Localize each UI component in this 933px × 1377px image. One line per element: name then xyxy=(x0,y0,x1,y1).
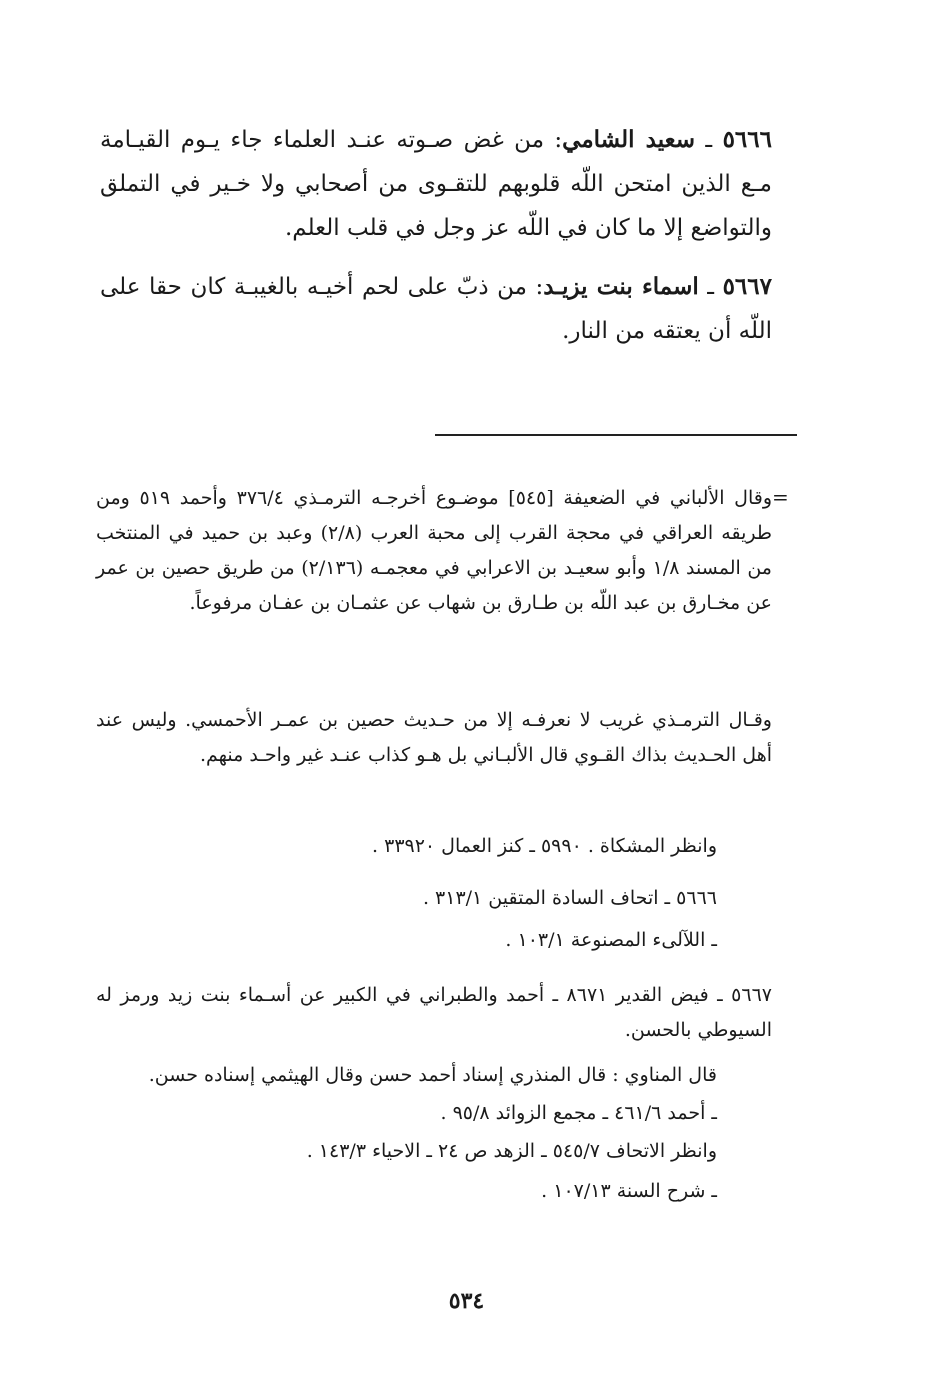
footnote-line: ـ اللآلىء المصنوعة ١٠٣/١ . xyxy=(505,929,717,951)
footnote-line: قال المناوي : قال المنذري إسناد أحمد حسن وقال الهيثمي إسناده حسن. xyxy=(148,1064,717,1086)
footnote-line: ـ أحمد ٤٦١/٦ ـ مجمع الزوائد ٩٥/٨ . xyxy=(440,1102,717,1124)
footnote-divider xyxy=(435,434,797,436)
hadith-entry-5667: ٥٦٦٧ ـ اسماء بنت يزيـد: من ذبّ على لحم أخيـه بالغيبـة كان حقا على اللّه أن يعتقه من النار. xyxy=(100,273,772,344)
hadith-number: ٥٦٦٧ xyxy=(722,273,772,300)
footnote-paragraph: ٥٦٦٧ ـ فيض القدير ٨٦٧١ ـ أحمد والطبراني في الكبير عن أسـماء بنت زيد ورمز له السيوطي بالحسن. xyxy=(96,984,772,1041)
footnote-line: ـ شرح السنة ١٠٧/١٣ . xyxy=(541,1180,717,1202)
hadith-narrator: اسماء بنت يزيـد xyxy=(543,273,699,300)
hadith-entry-5666: ٥٦٦٦ ـ سعيد الشامي: من غض صـوته عنـد العلماء جاء يـوم القيـامة مـع الذين امتحن اللّه قلوبهم للتقـوى من أصحابي ولا خـير في التملق والتواضع إلا ما كان في اللّه عز وجل في قلب العلم. xyxy=(100,126,772,241)
footnote-paragraph: وقال الألباني في الضعيفة [٥٤٥] موضـوع أخرجـه الترمـذي ٣٧٦/٤ وأحمد ٥١٩ ومن طريقه العراقي في محجة القرب إلى محبة العرب (٢/٨) وعبد بن حميد في المنتخب من المسند ١/٨ وأبو سعيـد بن الاعرابي في معجمـه (٢/١٣٦) من طريق حصين بن عمر عن مخـارق بن عبد اللّه بن طـارق بن شهاب عن عثمـان بن عفـان مرفوعاً. xyxy=(96,487,772,614)
hadith-text: : من غض صـوته عنـد العلماء جاء يـوم القيـامة مـع الذين امتحن اللّه قلوبهم للتقـوى من أصحابي ولا خـير في التملق والتواضع إلا ما كان في اللّه عز وجل في قلب العلم. xyxy=(100,127,772,241)
footnote-paragraph: وقـال الترمـذي غريب لا نعرفـه إلا من حـديث حصين بن عمـر الأحمسي. وليس عند أهل الحـديث بذاك القـوي قال الألبـاني بل هـو كذاب عنـد غير واحـد منهم. xyxy=(96,709,772,766)
hadith-narrator: سعيد الشامي xyxy=(562,126,696,153)
continuation-mark: = xyxy=(772,485,789,509)
footnote-line: ٥٦٦٦ ـ اتحاف السادة المتقين ٣١٣/١ . xyxy=(422,887,717,909)
hadith-text: : من ذبّ على لحم أخيـه بالغيبـة كان حقا على اللّه أن يعتقه من النار. xyxy=(100,274,772,344)
hadith-number: ٥٦٦٦ xyxy=(722,126,772,153)
footnote-line: وانظر الاتحاف ٥٤٥/٧ ـ الزهد ص ٢٤ ـ الاحياء ١٤٣/٣ . xyxy=(306,1140,717,1162)
page-number: ٥٣٤ xyxy=(448,1288,485,1314)
footnote-line: وانظر المشكاة . ٥٩٩٠ ـ كنز العمال ٣٣٩٢٠ . xyxy=(372,835,717,857)
